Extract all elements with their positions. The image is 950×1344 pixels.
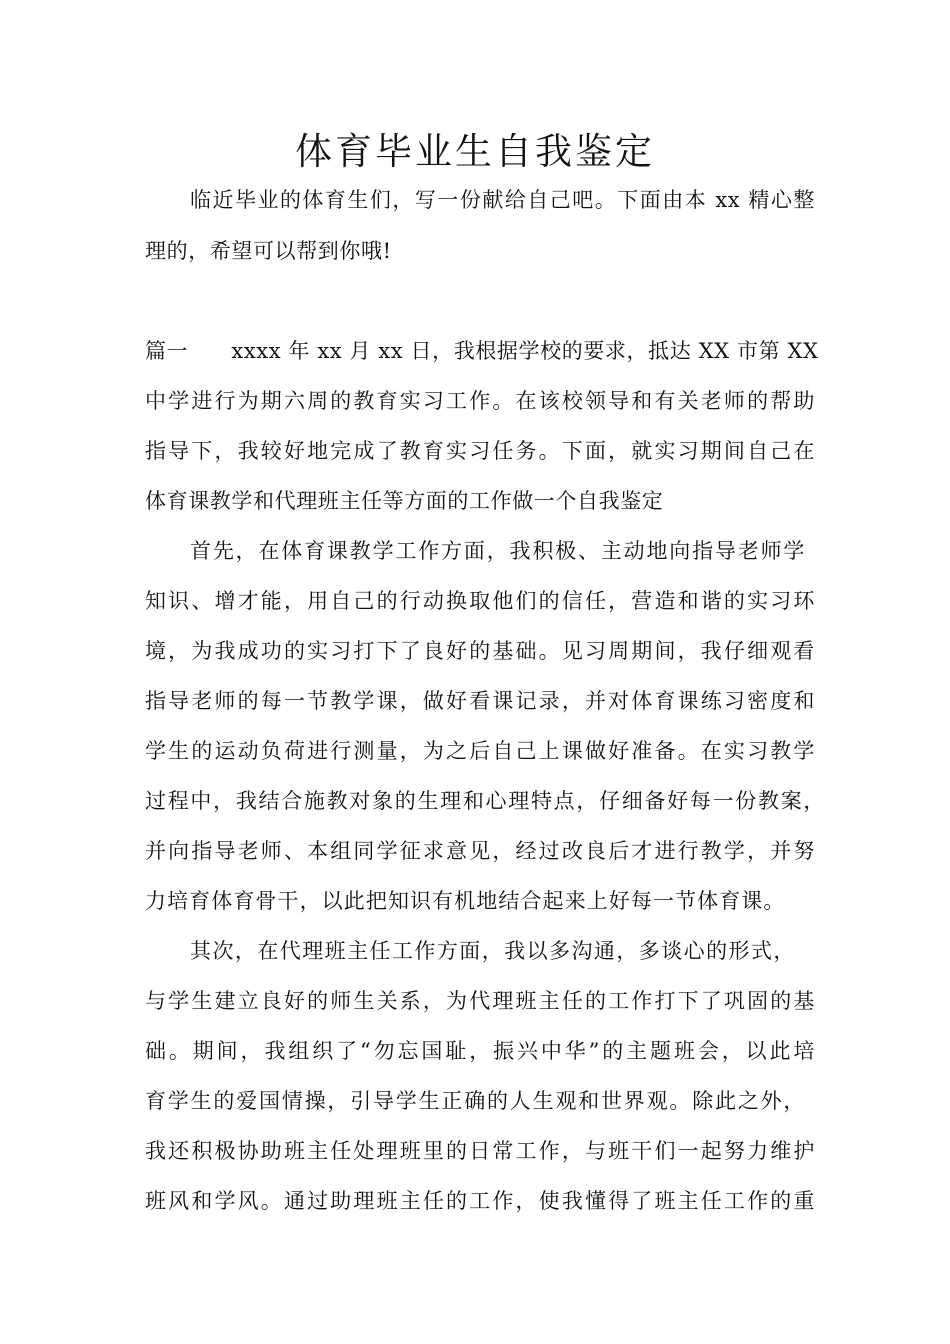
paragraph-line: 体育课教学和代理班主任等方面的工作做一个自我鉴定 — [145, 489, 664, 513]
document-title: 体育毕业生自我鉴定 — [295, 130, 655, 173]
paragraph-line: 与学生建立良好的师生关系，为代理班主任的工作打下了巩固的基 — [145, 989, 815, 1013]
paragraph-line: 础。期间，我组织了“勿忘国耻，振兴中华”的主题班会，以此培 — [145, 1039, 815, 1063]
paragraph-line: 首先，在体育课教学工作方面，我积极、主动地向指导老师学 — [190, 539, 805, 563]
paragraph-line: 指导老师的每一节教学课，做好看课记录，并对体育课练习密度和 — [145, 689, 815, 713]
paragraph-line: 班风和学风。通过助理班主任的工作，使我懂得了班主任工作的重 — [145, 1189, 815, 1213]
paragraph-line: 理的，希望可以帮到你哦! — [145, 239, 392, 263]
paragraph-line: 中学进行为期六周的教育实习工作。在该校领导和有关老师的帮助 — [145, 389, 815, 413]
paragraph-line: 其次，在代理班主任工作方面，我以多沟通，多谈心的形式， — [190, 939, 795, 963]
paragraph-line: 知识、增才能，用自己的行动换取他们的信任，营造和谐的实习环 — [145, 589, 815, 613]
paragraph-line: 指导下，我较好地完成了教育实习任务。下面，就实习期间自己在 — [145, 439, 815, 463]
paragraph-line: 力培育体育骨干，以此把知识有机地结合起来上好每一节体育课。 — [145, 889, 785, 913]
paragraph-line: 育学生的爱国情操，引导学生正确的人生观和世界观。除此之外， — [145, 1089, 805, 1113]
paragraph-line: 我还积极协助班主任处理班里的日常工作，与班干们一起努力维护 — [145, 1139, 815, 1163]
paragraph-line: 并向指导老师、本组同学征求意见，经过改良后才进行教学，并努 — [145, 839, 815, 863]
paragraph-line: 过程中，我结合施教对象的生理和心理特点，仔细备好每一份教案， — [145, 789, 825, 813]
paragraph-line: 临近毕业的体育生们，写一份献给自己吧。下面由本 xx 精心整 — [190, 188, 815, 212]
paragraph-line: 学生的运动负荷进行测量，为之后自己上课做好准备。在实习教学 — [145, 739, 815, 763]
paragraph-line: 境，为我成功的实习打下了良好的基础。见习周期间，我仔细观看 — [145, 639, 815, 663]
paragraph-line: 篇一 xxxx 年 xx 月 xx 日，我根据学校的要求，抵达 XX 市第 XX — [145, 339, 819, 363]
